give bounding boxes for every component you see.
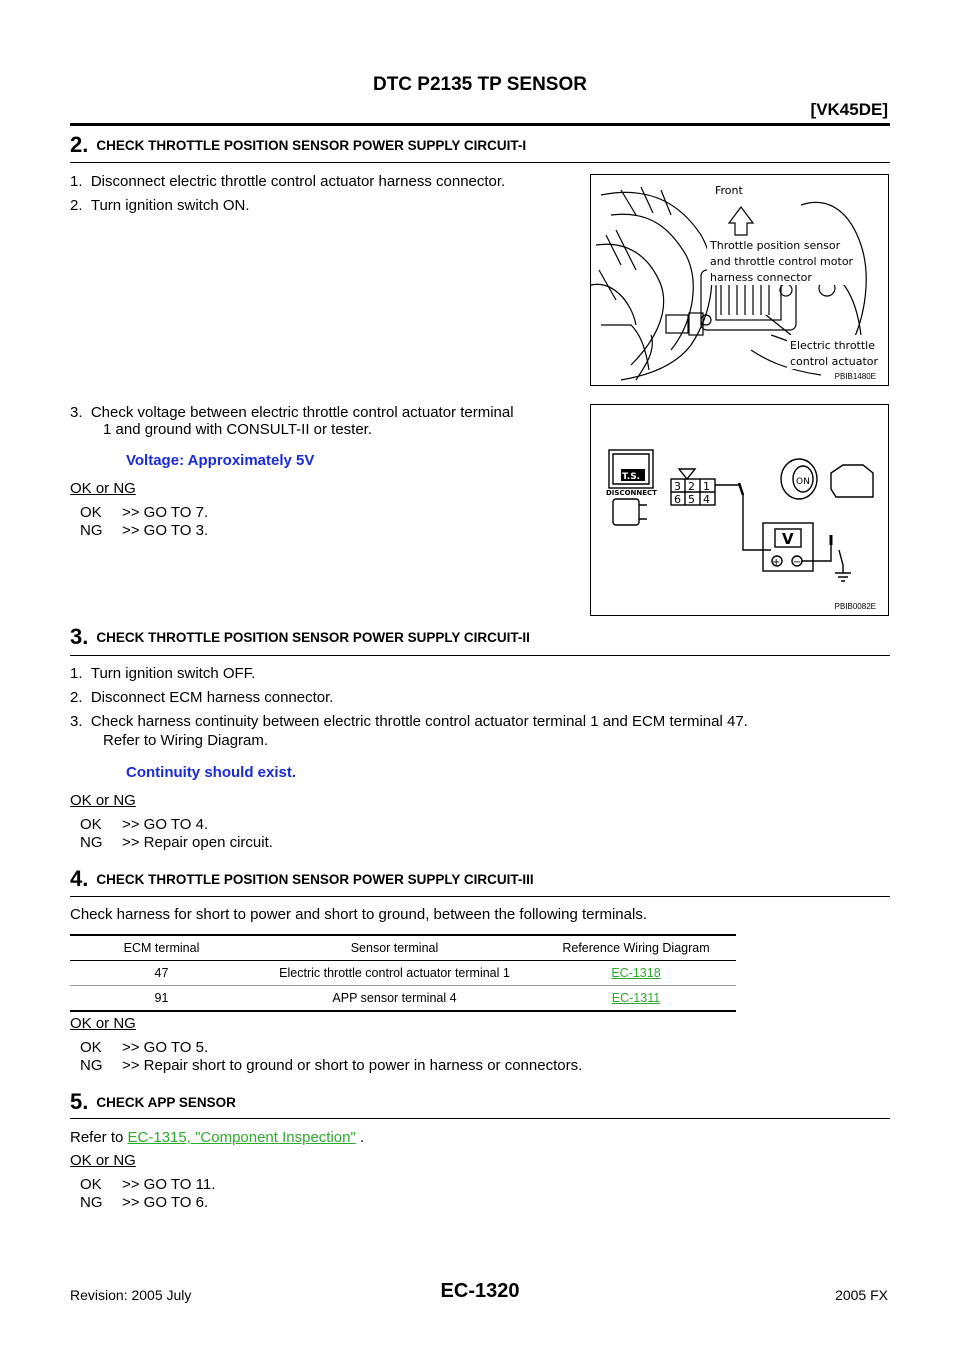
svg-text:+: + <box>772 557 781 568</box>
step-rule <box>70 655 890 656</box>
col-sensor-terminal: Sensor terminal <box>253 935 536 961</box>
step-3-item-3-cont: Refer to Wiring Diagram. <box>103 732 269 749</box>
result-ng: NG >> Repair open circuit. <box>80 834 273 851</box>
pin-4: 4 <box>703 493 710 506</box>
voltage-check-diagram <box>591 405 888 615</box>
step-5-heading <box>70 1089 236 1115</box>
result-ok: OK >> GO TO 11. <box>80 1176 216 1193</box>
step-2-item-2: 2. Turn ignition switch ON. <box>70 197 250 214</box>
figure-code: PBIB0082E <box>834 602 876 611</box>
result-ok: OK >> GO TO 7. <box>80 504 209 521</box>
link-ec-1311[interactable]: EC-1311 <box>611 991 661 1005</box>
ignition-on-label: ON <box>796 477 810 487</box>
result-ok: OK >> GO TO 5. <box>80 1039 209 1056</box>
footer-revision: Revision: 2005 July <box>70 1287 192 1303</box>
ok-or-ng-label: OK or NG <box>70 792 136 809</box>
result-ok: OK >> GO TO 4. <box>80 816 209 833</box>
ok-or-ng-label: OK or NG <box>70 1015 136 1032</box>
pin-3: 3 <box>674 480 681 493</box>
step-3-item-1: 1. Turn ignition switch OFF. <box>70 665 256 682</box>
link-component-inspection[interactable]: EC-1315, "Component Inspection" <box>127 1129 356 1146</box>
step-number: 3. <box>70 624 89 649</box>
meter-v-label: V <box>782 530 794 548</box>
step-title: CHECK APP SENSOR <box>96 1095 236 1110</box>
step-4-intro: Check harness for short to power and short to ground, between the following terminals. <box>70 906 647 923</box>
step-3-item-2: 2. Disconnect ECM harness connector. <box>70 689 334 706</box>
step-rule <box>70 896 890 897</box>
label-sensor-3: harness connector <box>710 271 812 284</box>
label-actuator-1: Electric throttle <box>790 339 876 352</box>
step-2-item-3-cont: 1 and ground with CONSULT-II or tester. <box>103 421 373 438</box>
step-rule <box>70 1118 890 1119</box>
step-rule <box>70 162 890 163</box>
spec-voltage: Voltage: Approximately 5V <box>126 452 315 469</box>
ts-label: T.S. <box>622 472 641 482</box>
step-title: CHECK THROTTLE POSITION SENSOR POWER SUPPLY CIRCUIT-II <box>96 630 530 645</box>
footer-model: 2005 FX <box>835 1287 888 1303</box>
col-reference: Reference Wiring Diagram <box>536 935 736 961</box>
spec-continuity: Continuity should exist. <box>126 764 297 781</box>
result-ng: NG >> GO TO 6. <box>80 1194 209 1211</box>
step-3-heading <box>70 624 530 650</box>
svg-text:−: − <box>793 557 802 568</box>
pin-2: 2 <box>688 480 695 493</box>
step-title: CHECK THROTTLE POSITION SENSOR POWER SUPPLY CIRCUIT-I <box>96 138 527 153</box>
step-2-heading <box>70 132 526 158</box>
result-ng: NG >> Repair short to ground or short to power in harness or connectors. <box>80 1057 583 1074</box>
pin-1: 1 <box>703 480 710 493</box>
table-row: 47 Electric throttle control actuator terminal 1 EC-1318 <box>70 961 736 986</box>
page-number: EC-1320 <box>440 1280 520 1302</box>
figure-throttle-connector <box>590 174 889 386</box>
pin-5: 5 <box>688 493 695 506</box>
pin-6: 6 <box>674 493 681 506</box>
step-2-item-1: 1. Disconnect electric throttle control actuator harness connector. <box>70 173 506 190</box>
table-row: 91 APP sensor terminal 4 EC-1311 <box>70 986 736 1012</box>
table-header-row <box>70 935 736 961</box>
figure-code: PBIB1480E <box>834 372 876 381</box>
header-rule <box>70 123 890 126</box>
page-title: DTC P2135 TP SENSOR <box>372 74 587 95</box>
figure-voltage-check <box>590 404 889 616</box>
label-actuator-2: control actuator <box>790 355 879 368</box>
step-3-item-3: 3. Check harness continuity between electric throttle control actuator terminal 1 and ECM terminal 47. <box>70 713 748 730</box>
col-ecm-terminal: ECM terminal <box>70 935 253 961</box>
label-front: Front <box>715 184 743 197</box>
label-sensor-2: and throttle control motor <box>710 255 854 268</box>
step-2-item-3: 3. Check voltage between electric throttle control actuator terminal <box>70 404 514 421</box>
result-ng: NG >> GO TO 3. <box>80 522 209 539</box>
step-number: 5. <box>70 1089 89 1114</box>
step-number: 2. <box>70 132 89 157</box>
terminal-table <box>70 934 736 1012</box>
link-ec-1318[interactable]: EC-1318 <box>611 966 661 980</box>
step-4-heading <box>70 866 534 892</box>
step-number: 4. <box>70 866 89 891</box>
ok-or-ng-label: OK or NG <box>70 1152 136 1169</box>
ok-or-ng-label: OK or NG <box>70 480 136 497</box>
step-5-refer: Refer to EC-1315, "Component Inspection" . <box>70 1129 365 1146</box>
label-sensor-1: Throttle position sensor <box>710 239 841 252</box>
engine-code: [VK45DE] <box>810 100 888 119</box>
step-title: CHECK THROTTLE POSITION SENSOR POWER SUPPLY CIRCUIT-III <box>96 872 534 887</box>
engine-bay-illustration <box>591 175 888 385</box>
disconnect-label: DISCONNECT <box>606 489 657 497</box>
